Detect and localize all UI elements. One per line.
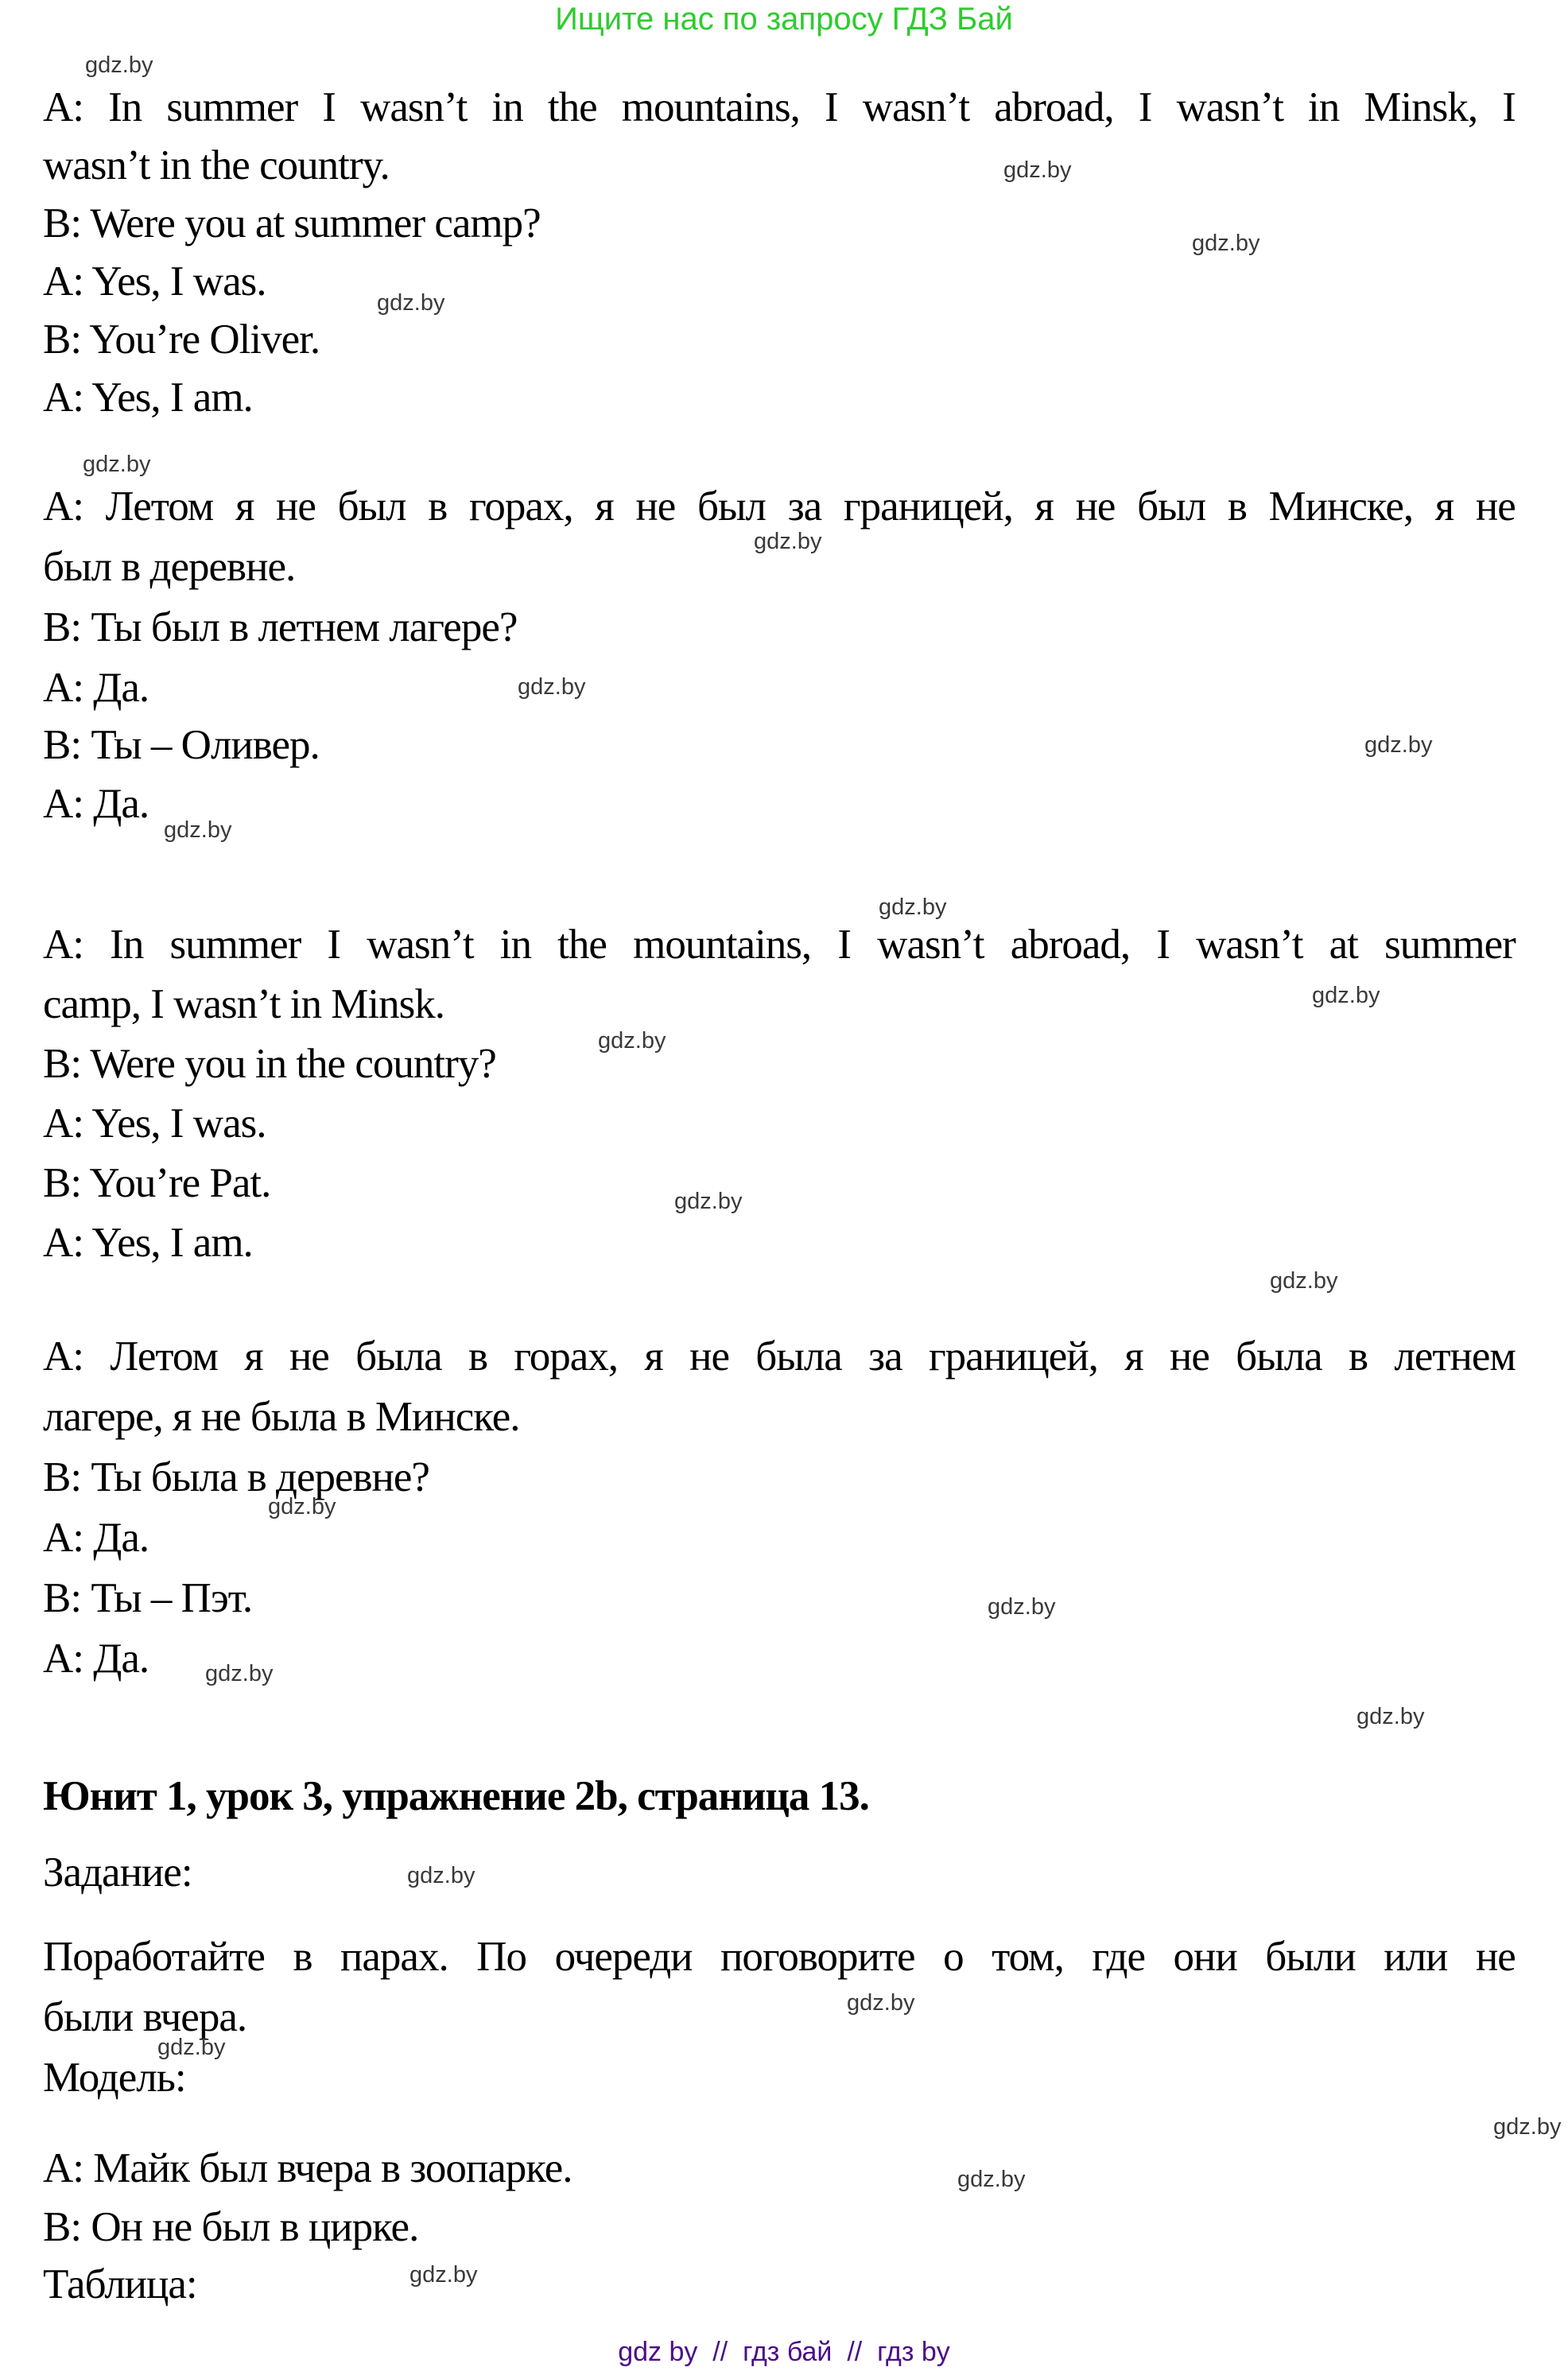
text-line: [43, 1927, 1516, 1987]
gdzby-watermark: gdz.by: [409, 2262, 478, 2288]
word: не: [689, 1333, 729, 1380]
text-line: A: Майк был вчера в зоопарке.: [43, 2145, 572, 2191]
text-line: wasn’t in the country.: [43, 142, 390, 188]
word: за: [868, 1333, 902, 1380]
word: I: [327, 922, 341, 968]
text-line: [43, 476, 1516, 537]
word: они: [1173, 1934, 1237, 1980]
word: в: [293, 1934, 312, 1980]
text-line: A: Yes, I am.: [43, 374, 253, 421]
gdzby-watermark: gdz.by: [988, 1594, 1056, 1620]
text-line: B: Он не был в цирке.: [43, 2204, 419, 2250]
gdzby-watermark: gdz.by: [205, 1661, 274, 1686]
word: горах,: [514, 1333, 619, 1380]
gdzby-watermark: gdz.by: [1364, 732, 1433, 758]
word: wasn’t: [1176, 84, 1283, 130]
text-line: A: Да.: [43, 665, 149, 711]
gdzby-watermark: gdz.by: [1356, 1704, 1425, 1729]
gdzby-watermark: gdz.by: [1003, 157, 1072, 183]
word: очереди: [554, 1934, 693, 1980]
gdzby-watermark: gdz.by: [1270, 1268, 1338, 1294]
text-line: A: Yes, I was.: [43, 1100, 266, 1147]
gdzby-watermark: gdz.by: [847, 1990, 915, 2016]
gdzby-watermark: gdz.by: [1312, 983, 1380, 1008]
word: wasn’t: [862, 84, 970, 130]
text-line: [43, 914, 1516, 975]
word: был: [337, 483, 406, 530]
text-line: [43, 77, 1516, 138]
text-line: были вчера.: [43, 1994, 247, 2040]
gdzby-watermark: gdz.by: [377, 290, 445, 316]
word: не: [635, 483, 676, 530]
gdzby-watermark: gdz.by: [407, 1863, 475, 1888]
word: я: [1434, 483, 1454, 530]
word: Поработайте: [43, 1934, 265, 1980]
word: не: [289, 1333, 329, 1380]
word: in: [499, 922, 531, 968]
text-line: [43, 1326, 1516, 1387]
word: или: [1384, 1934, 1448, 1980]
word: at: [1329, 922, 1358, 968]
footer-branding-text: gdz by // гдз бай // гдз by: [618, 2337, 950, 2367]
text-line: A: Yes, I am.: [43, 1220, 253, 1266]
text-line: B: Ты – Оливер.: [43, 722, 320, 768]
gdzby-watermark: gdz.by: [518, 674, 586, 700]
word: abroad,: [994, 84, 1114, 130]
word: я: [1034, 483, 1054, 530]
gdzby-watermark: gdz.by: [598, 1028, 666, 1054]
word: была: [1236, 1333, 1322, 1380]
text-line: B: You’re Pat.: [43, 1160, 271, 1206]
gdzby-watermark: gdz.by: [674, 1189, 743, 1214]
text-line: B: Were you in the country?: [43, 1041, 496, 1087]
word: in: [1308, 84, 1340, 130]
word: парах.: [340, 1934, 448, 1980]
word: mountains,: [621, 84, 800, 130]
word: Летом: [110, 1333, 218, 1380]
gdzby-watermark: gdz.by: [957, 2167, 1026, 2192]
gdzby-watermark: gdz.by: [164, 817, 232, 843]
word: не: [1475, 483, 1516, 530]
word: mountains,: [633, 922, 812, 968]
text-line: A: Да.: [43, 1515, 149, 1561]
word: в: [1349, 1333, 1368, 1380]
gdzby-watermark: gdz.by: [268, 1494, 336, 1519]
word: границей,: [843, 483, 1013, 530]
promo-header-text: Ищите нас по запросу ГДЗ Бай: [555, 2, 1013, 37]
text-line: B: Ты была в деревне?: [43, 1454, 429, 1500]
word: не: [1075, 483, 1116, 530]
word: A:: [43, 84, 83, 130]
word: In: [108, 84, 142, 130]
word: Minsk,: [1364, 84, 1478, 130]
word: я: [1124, 1333, 1143, 1380]
gdzby-watermark: gdz.by: [85, 52, 153, 78]
text-line: лагере, я не была в Минске.: [43, 1394, 520, 1440]
text-line: был в деревне.: [43, 544, 296, 590]
word: I: [1138, 84, 1152, 130]
section-heading: Юнит 1, урок 3, упражнение 2b, страница 13.: [43, 1773, 869, 1819]
word: где: [1092, 1934, 1145, 1980]
word: wasn’t: [877, 922, 984, 968]
text-line: B: You’re Oliver.: [43, 316, 320, 363]
text-line: A: Yes, I was.: [43, 258, 266, 305]
word: том,: [992, 1934, 1064, 1980]
word: I: [322, 84, 336, 130]
text-line: Таблица:: [43, 2261, 197, 2307]
gdzby-watermark: gdz.by: [879, 895, 947, 920]
word: горах,: [468, 483, 573, 530]
word: в: [428, 483, 448, 530]
word: был: [1137, 483, 1206, 530]
word: Летом: [105, 483, 214, 530]
word: были: [1265, 1934, 1356, 1980]
word: в: [468, 1333, 488, 1380]
word: По: [476, 1934, 527, 1980]
word: был: [697, 483, 767, 530]
word: the: [547, 84, 597, 130]
word: A:: [43, 922, 83, 968]
word: я: [595, 483, 614, 530]
word: не: [276, 483, 316, 530]
word: за: [787, 483, 822, 530]
word: summer: [1384, 922, 1516, 968]
word: я: [244, 1333, 263, 1380]
word: in: [491, 84, 523, 130]
text-line: B: Ты был в летнем лагере?: [43, 604, 518, 650]
word: не: [1475, 1934, 1516, 1980]
word: я: [235, 483, 254, 530]
word: wasn’t: [360, 84, 468, 130]
word: abroad,: [1010, 922, 1131, 968]
word: summer: [166, 84, 298, 130]
text-line: Задание:: [43, 1849, 192, 1896]
word: Минске,: [1268, 483, 1414, 530]
word: the: [557, 922, 607, 968]
word: A:: [43, 483, 83, 530]
word: wasn’t: [1196, 922, 1303, 968]
gdzby-watermark: gdz.by: [1192, 231, 1260, 256]
word: In: [110, 922, 144, 968]
word: I: [1502, 84, 1516, 130]
word: I: [1156, 922, 1170, 968]
gdzby-watermark: gdz.by: [83, 452, 151, 477]
word: о: [943, 1934, 964, 1980]
word: summer: [169, 922, 301, 968]
gdzby-watermark: gdz.by: [754, 529, 822, 554]
text-line: camp, I wasn’t in Minsk.: [43, 981, 444, 1027]
word: была: [755, 1333, 842, 1380]
word: я: [644, 1333, 663, 1380]
word: была: [355, 1333, 442, 1380]
word: I: [824, 84, 838, 130]
word: летнем: [1394, 1333, 1516, 1380]
word: границей,: [928, 1333, 1098, 1380]
word: поговорите: [720, 1934, 915, 1980]
text-line: A: Да.: [43, 781, 149, 827]
text-line: Модель:: [43, 2055, 186, 2101]
word: wasn’t: [367, 922, 474, 968]
text-line: B: Were you at summer camp?: [43, 200, 541, 246]
word: не: [1169, 1333, 1209, 1380]
word: I: [837, 922, 851, 968]
text-line: B: Ты – Пэт.: [43, 1575, 253, 1621]
gdzby-watermark: gdz.by: [157, 2035, 226, 2060]
gdzby-watermark: gdz.by: [1493, 2114, 1562, 2140]
word: A:: [43, 1333, 83, 1380]
text-line: A: Да.: [43, 1636, 149, 1682]
word: в: [1227, 483, 1247, 530]
